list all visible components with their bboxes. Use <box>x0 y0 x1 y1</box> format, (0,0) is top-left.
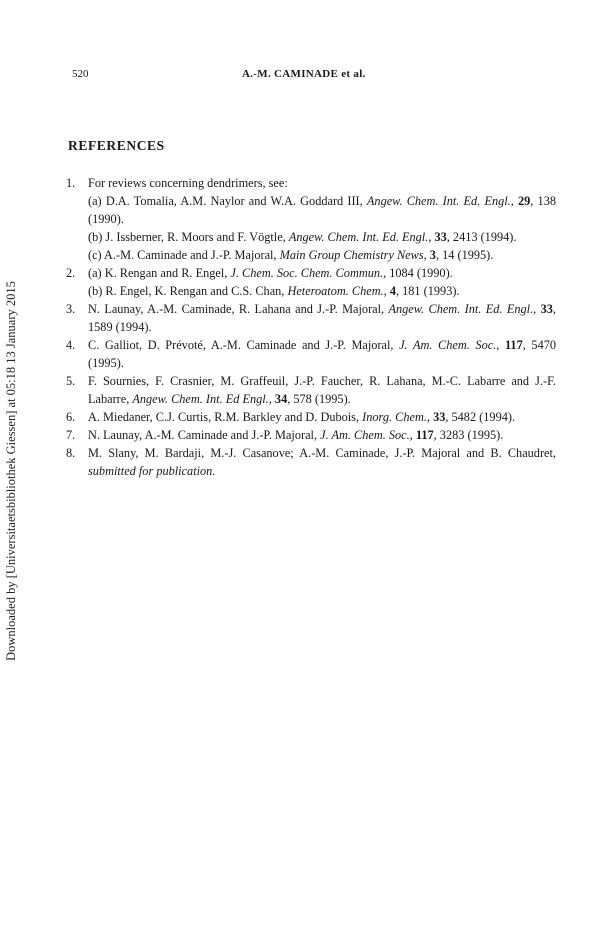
reference-item <box>66 408 556 426</box>
reference-number: 6. <box>66 410 76 424</box>
reference-citation: (c) A.-M. Caminade and J.-P. Majoral, Main Group Chemistry News, 3, 14 (1995). <box>88 248 494 262</box>
reference-citation: (a) D.A. Tomalia, A.M. Naylor and W.A. Goddard III, Angew. Chem. Int. Ed. Engl., 29, 138 (1990). <box>88 194 556 226</box>
reference-number: 2. <box>66 266 76 280</box>
reference-body <box>88 372 556 408</box>
reference-citation: (b) J. Issberner, R. Moors and F. Vögtle, Angew. Chem. Int. Ed. Engl., 33, 2413 (1994). <box>88 230 517 244</box>
reference-number: 5. <box>66 374 76 388</box>
reference-item <box>66 264 556 300</box>
reference-body <box>88 444 556 480</box>
reference-number: 7. <box>66 428 76 442</box>
download-watermark: Downloaded by [Universitaetsbibliothek Giessen] at 05:18 13 January 2015 <box>4 281 18 661</box>
page-header <box>72 68 547 84</box>
reference-citation: A. Miedaner, C.J. Curtis, R.M. Barkley and D. Dubois, Inorg. Chem., 33, 5482 (1994). <box>88 410 516 424</box>
page-number: 520 <box>72 68 89 80</box>
reference-number: 1. <box>66 176 76 190</box>
reference-body <box>88 264 556 300</box>
reference-item <box>66 336 556 372</box>
reference-body <box>88 336 556 372</box>
reference-citation: (a) K. Rengan and R. Engel, J. Chem. Soc. Chem. Commun., 1084 (1990). <box>88 266 453 280</box>
running-title: A.-M. CAMINADE et al. <box>242 68 366 80</box>
reference-number: 4. <box>66 338 76 352</box>
reference-item <box>66 372 556 408</box>
reference-item <box>66 444 556 480</box>
reference-number: 8. <box>66 446 76 460</box>
reference-body <box>88 408 556 426</box>
section-heading: REFERENCES <box>68 138 165 153</box>
reference-body <box>88 174 556 264</box>
reference-citation: F. Sournies, F. Crasnier, M. Graffeuil, J.-P. Faucher, R. Lahana, M.-C. Labarre and J.-F. Labarre, Angew. Chem. Int. Ed Engl., 34, 578 (1995). <box>88 374 556 406</box>
reference-citation: N. Launay, A.-M. Caminade and J.-P. Majoral, J. Am. Chem. Soc., 117, 3283 (1995). <box>88 428 504 442</box>
reference-item <box>66 300 556 336</box>
reference-list <box>66 174 556 480</box>
reference-citation: M. Slany, M. Bardaji, M.-J. Casanove; A.-M. Caminade, J.-P. Majoral and B. Chaudret, submitted for publication. <box>88 446 556 478</box>
reference-citation: For reviews concerning dendrimers, see: <box>88 176 288 190</box>
reference-item <box>66 174 556 264</box>
reference-number: 3. <box>66 302 76 316</box>
reference-citation: N. Launay, A.-M. Caminade, R. Lahana and J.-P. Majoral, Angew. Chem. Int. Ed. Engl., 33, 1589 (1994). <box>88 302 556 334</box>
reference-body <box>88 426 556 444</box>
reference-citation: C. Galliot, D. Prévoté, A.-M. Caminade and J.-P. Majoral, J. Am. Chem. Soc., 117, 5470 (1995). <box>88 338 557 370</box>
reference-body <box>88 300 556 336</box>
reference-citation: (b) R. Engel, K. Rengan and C.S. Chan, Heteroatom. Chem., 4, 181 (1993). <box>88 284 460 298</box>
reference-item <box>66 426 556 444</box>
